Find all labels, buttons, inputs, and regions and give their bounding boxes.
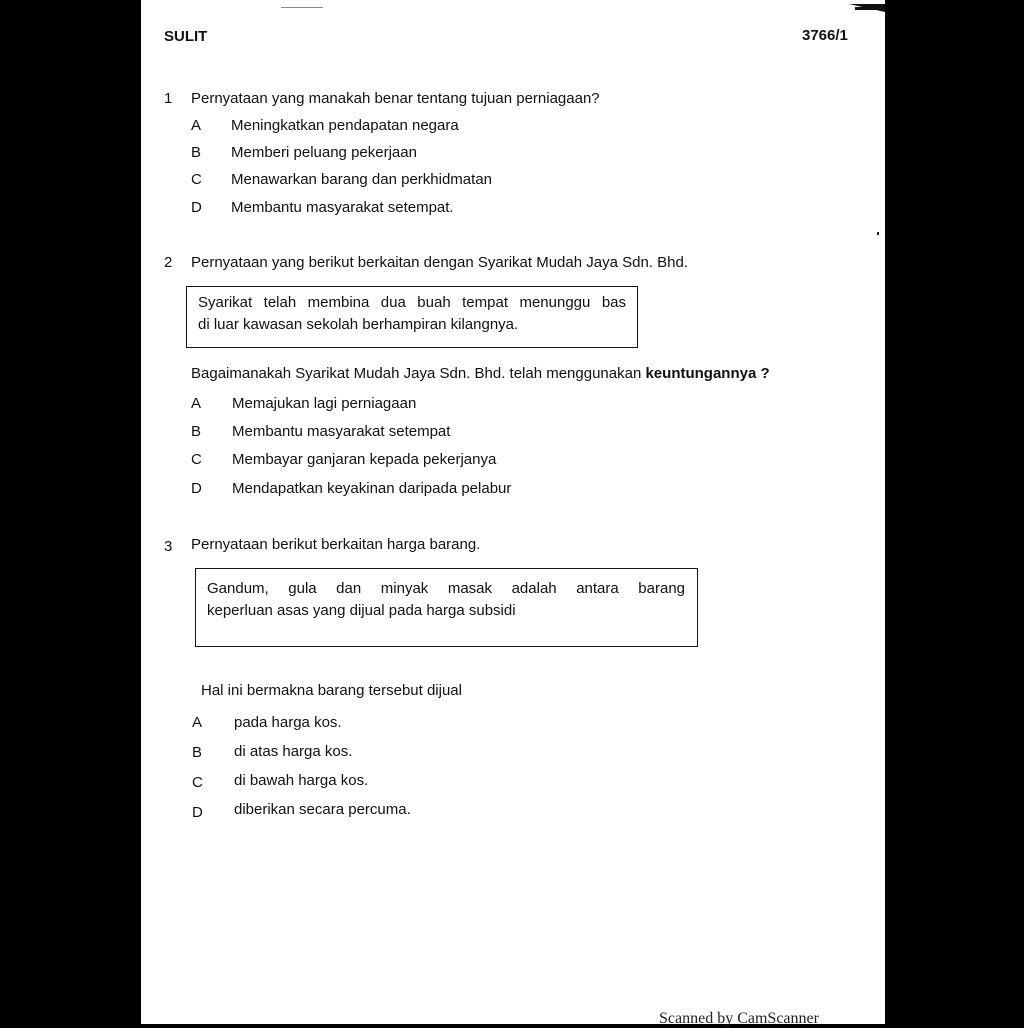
question-number: 2: [164, 254, 173, 271]
statement-line: keperluan asas yang dijual pada harga subsidi: [207, 602, 516, 619]
question-text: [191, 365, 770, 382]
classification-label: SULIT: [164, 28, 208, 45]
option-letter: A: [191, 395, 202, 412]
scan-line-artifact: [281, 7, 323, 8]
option-text: Mendapatkan keyakinan daripada pelabur: [232, 480, 512, 497]
statement-line: Gandum, gula dan minyak masak adalah antara barang: [207, 580, 685, 597]
option-text: Meningkatkan pendapatan negara: [231, 117, 459, 134]
question-stem: Pernyataan yang berikut berkaitan dengan Syarikat Mudah Jaya Sdn. Bhd.: [191, 254, 688, 271]
option-letter: D: [191, 480, 202, 497]
exam-page: [141, 0, 885, 1027]
option-letter: B: [191, 144, 202, 161]
corner-edge-artifact: [855, 7, 885, 10]
option-text: pada harga kos.: [234, 714, 342, 731]
option-text: di atas harga kos.: [234, 743, 353, 760]
option-letter: A: [191, 117, 202, 134]
statement-line: di luar kawasan sekolah berhampiran kilangnya.: [198, 316, 519, 333]
question-text-prefix: Bagaimanakah Syarikat Mudah Jaya Sdn. Bhd. telah menggunakan: [191, 365, 646, 382]
option-letter: C: [191, 171, 202, 188]
option-text: diberikan secara percuma.: [234, 801, 411, 818]
statement-box: [195, 568, 698, 647]
option-text: Memajukan lagi perniagaan: [232, 395, 417, 412]
option-text: Membantu masyarakat setempat: [232, 423, 451, 440]
option-letter: A: [192, 714, 203, 731]
speck-artifact: [877, 232, 879, 235]
option-letter: D: [191, 199, 202, 216]
option-letter: C: [192, 774, 203, 791]
option-letter: B: [192, 744, 203, 761]
question-stem: Pernyataan yang manakah benar tentang tujuan perniagaan?: [191, 90, 600, 107]
option-letter: C: [191, 451, 202, 468]
option-text: di bawah harga kos.: [234, 772, 369, 789]
question-text-emphasis: keuntungannya ?: [645, 365, 770, 382]
scanner-watermark: Scanned by CamScanner: [659, 1010, 819, 1027]
question-number: 3: [164, 538, 173, 555]
option-text: Membayar ganjaran kepada pekerjanya: [232, 451, 497, 468]
option-text: Menawarkan barang dan perkhidmatan: [231, 171, 492, 188]
option-text: Membantu masyarakat setempat.: [231, 199, 454, 216]
statement-line: Syarikat telah membina dua buah tempat menunggu bas: [198, 294, 626, 311]
question-stem: Pernyataan berikut berkaitan harga barang.: [191, 536, 481, 553]
question-number: 1: [164, 90, 173, 107]
option-letter: D: [192, 804, 203, 821]
statement-box: [186, 286, 638, 348]
option-letter: B: [191, 423, 202, 440]
question-text: Hal ini bermakna barang tersebut dijual: [201, 682, 462, 699]
paper-code: 3766/1: [802, 27, 848, 44]
option-text: Memberi peluang pekerjaan: [231, 144, 417, 161]
